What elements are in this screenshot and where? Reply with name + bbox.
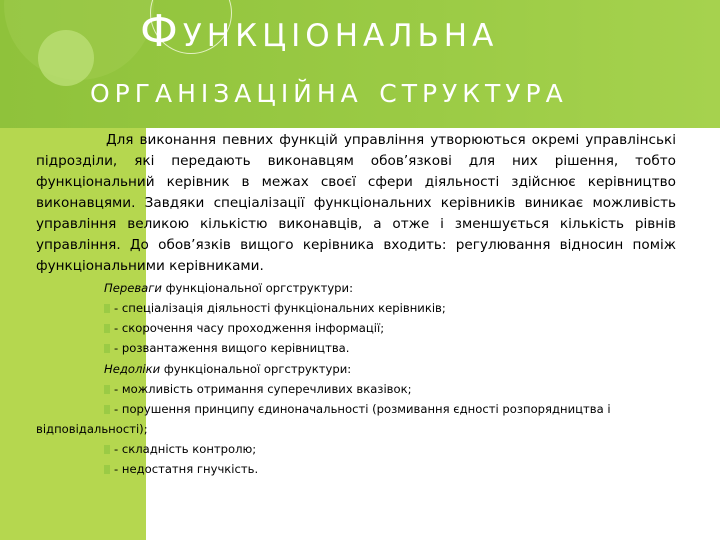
list-item [36, 338, 676, 358]
slide-body [36, 130, 676, 479]
list-item [36, 459, 676, 479]
list-item-text: - порушення принципу єдиноначальності (розмивання єдності розпорядництва і відповідальності); [36, 402, 611, 436]
advantages-heading-rest: функціональної оргструктури: [161, 281, 353, 295]
list-item [36, 399, 676, 439]
list-item-text: - спеціалізація діяльності функціональних керівників; [114, 301, 446, 315]
list-item-text: - можливість отримання суперечливих вказівок; [114, 382, 412, 396]
square-bullet-icon [104, 445, 110, 454]
list-item [36, 439, 676, 459]
list-item [36, 298, 676, 318]
advantages-list [36, 278, 676, 358]
square-bullet-icon [104, 465, 110, 474]
intro-paragraph: Для виконання певних функцій управління утворюються окремі управлінські підрозділи, які передають виконавцям обов’язкові для них рішення, тобто функціональний керівник в межах своєї сфери діяльності здійснює керівництво виконавцями. Завдяки спеціалізації функціональних керівників виникає можливість управління великою кількістю виконавців, а отже і зменшується кількість рівнів управління. До обов’язків вищого керівника входить: регулювання відносин поміж функціональними керівниками. [36, 132, 676, 274]
square-bullet-icon [104, 385, 110, 394]
square-bullet-icon [104, 344, 110, 353]
slide-title-line2: організаційна структура [90, 70, 568, 111]
disadvantages-list [36, 359, 676, 479]
disadvantages-heading [36, 359, 676, 379]
advantages-heading [36, 278, 676, 298]
list-item-text: - складність контролю; [114, 442, 257, 456]
list-item [36, 318, 676, 338]
list-item-text: - скорочення часу проходження інформації; [114, 321, 385, 335]
decorative-circle [38, 30, 94, 86]
square-bullet-icon [104, 304, 110, 313]
list-item-text: - недостатня гнучкість. [114, 462, 259, 476]
advantages-label: Переваги [104, 281, 162, 295]
square-bullet-icon [104, 405, 110, 414]
square-bullet-icon [104, 324, 110, 333]
slide-title-line1: Функціональна [140, 6, 499, 57]
list-item-text: - розвантаження вищого керівництва. [114, 341, 350, 355]
disadvantages-heading-rest: функціональної оргструктури: [160, 362, 352, 376]
disadvantages-label: Недоліки [104, 362, 161, 376]
list-item [36, 379, 676, 399]
